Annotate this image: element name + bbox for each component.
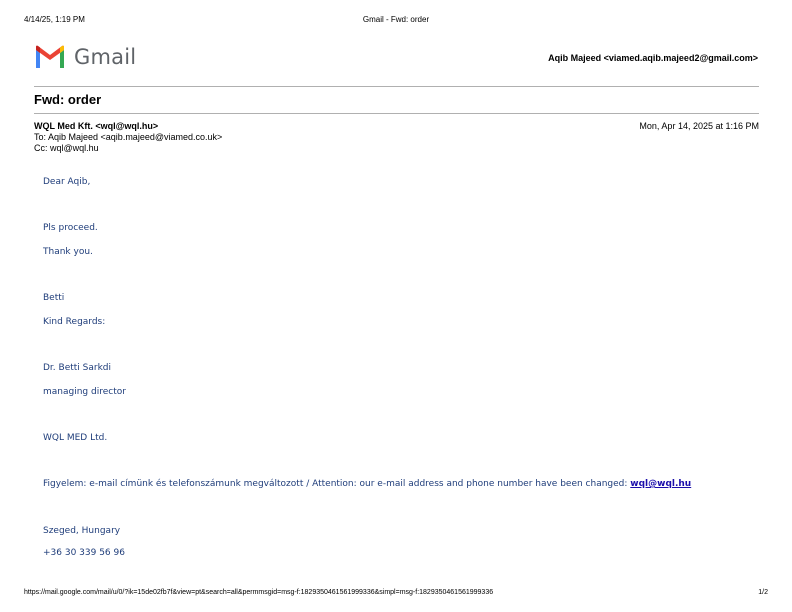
signature-name: Dr. Betti Sarkdi (43, 363, 112, 373)
gmail-wordmark: Gmail (74, 45, 137, 69)
signature-city: Szeged, Hungary (43, 526, 121, 536)
regards: Kind Regards: (43, 317, 106, 327)
sender-first-name: Betti (43, 293, 65, 303)
email-subject: Fwd: order (34, 92, 102, 107)
footer-url: https://mail.google.com/mail/u/0/?ik=15de02fb7f&view=pt&search=all&permmsgid=msg-f:1829350461561999336&simpl=msg-f:1829350461561999336 (24, 589, 494, 596)
divider-top (34, 86, 759, 87)
recipient-cc: Cc: wql@wql.hu (34, 143, 99, 153)
email-meta (34, 121, 759, 154)
body-line-proceed: Pls proceed. (43, 223, 98, 233)
notice-email-link[interactable]: wql@wql.hu (630, 479, 692, 489)
email-date: Mon, Apr 14, 2025 at 1:16 PM (639, 121, 759, 131)
body-line-thanks: Thank you. (43, 247, 93, 257)
account-label: Aqib Majeed <viamed.aqib.majeed2@gmail.com> (548, 53, 758, 63)
page-number: 1/2 (758, 589, 768, 596)
sender: WQL Med Kft. <wql@wql.hu> (34, 121, 159, 131)
notice-text: Figyelem: e-mail címünk és telefonszámunk megváltozott / Attention: our e-mail address and phone number have been changed: (43, 479, 631, 489)
signature-title: managing director (43, 387, 126, 397)
signature-company: WQL MED Ltd. (43, 433, 108, 443)
print-datetime: 4/14/25, 1:19 PM (24, 15, 85, 24)
signature-phone: +36 30 339 56 96 (43, 548, 125, 558)
recipient-to: To: Aqib Majeed <aqib.majeed@viamed.co.uk> (34, 132, 223, 142)
address-change-notice (43, 479, 691, 489)
divider-subject (34, 113, 759, 114)
gmail-envelope-icon (34, 45, 66, 69)
greeting: Dear Aqib, (43, 177, 91, 187)
gmail-logo[interactable] (34, 44, 136, 70)
print-title: Gmail - Fwd: order (362, 15, 430, 24)
print-header (0, 15, 792, 27)
